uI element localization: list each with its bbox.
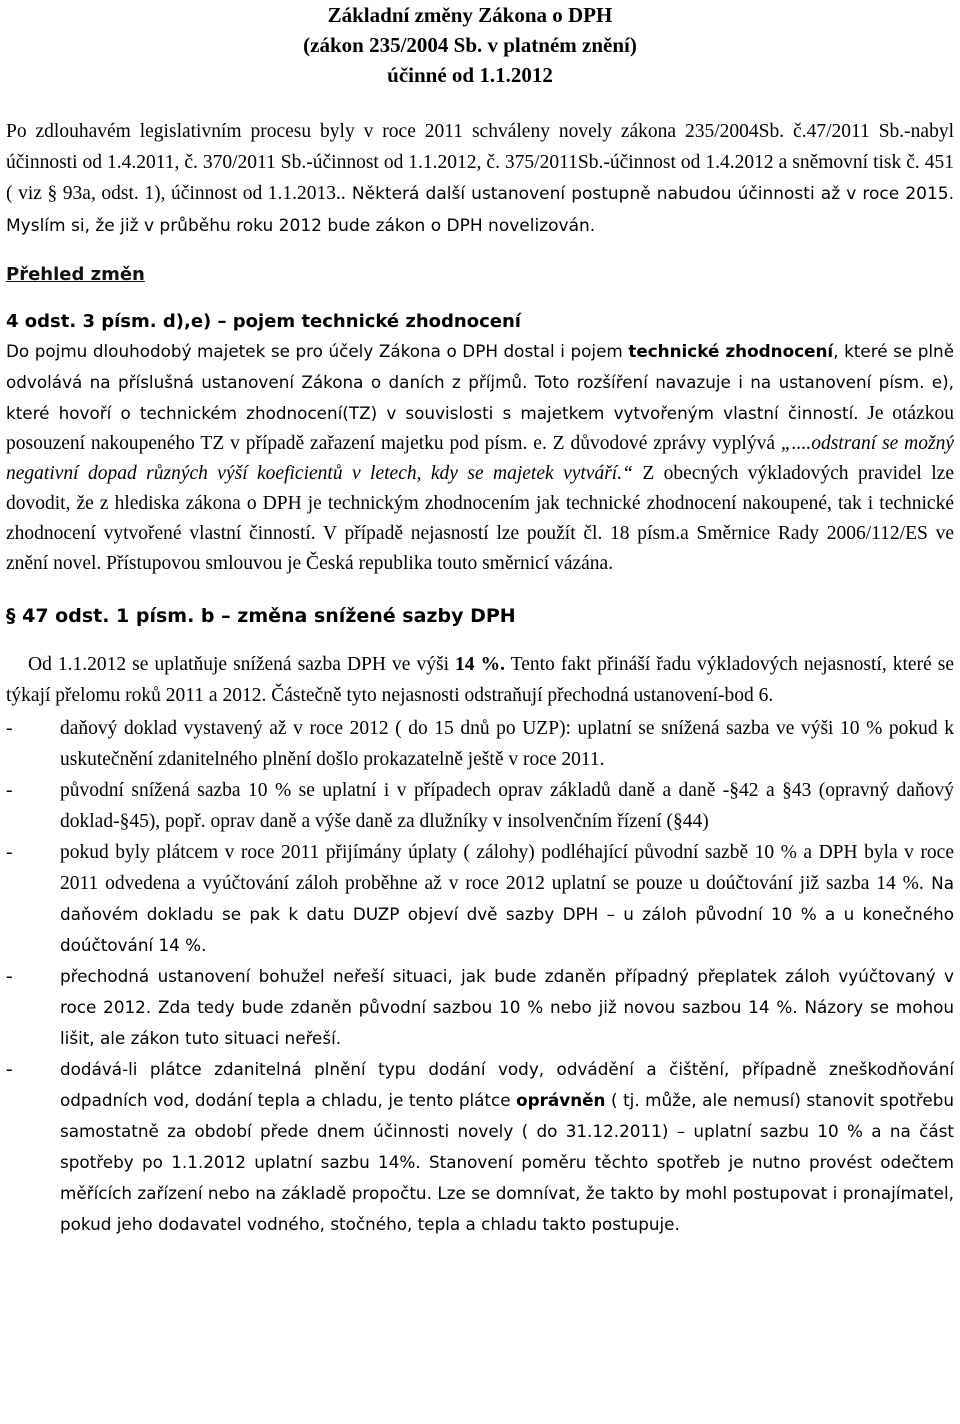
intro-paragraph xyxy=(6,116,954,242)
list-item xyxy=(6,837,954,961)
section-2-heading: § 47 odst. 1 písm. b – změna snížené sazby DPH xyxy=(6,605,516,627)
list-dash: - xyxy=(6,1059,13,1080)
title-line-3: účinné od 1.1.2012 xyxy=(387,63,553,87)
section-2-intro-a: Od 1.1.2012 se uplatňuje snížená sazba DPH ve výši xyxy=(28,654,456,675)
list-item-sans-text: Na daňovém dokladu se pak k datu DUZP objeví dvě sazby DPH – u záloh původní 10 % a u konečného doúčtování 14 %. xyxy=(60,873,955,955)
section-1-sans-a: Do pojmu dlouhodobý majetek se pro účely Zákona o DPH dostal i pojem xyxy=(6,341,629,361)
list-item-text: pokud byly plátcem v roce 2011 přijímány úplaty ( zálohy) podléhající původní sazbě 10 % a DPH byla v roce 2011 odvedena a vyúčtování záloh proběhne až v roce 2012 uplatní se pouze u doúčtování již sazba 14 %. xyxy=(60,842,954,894)
intro-sans-text: Některá další ustanovení postupně nabudou účinnosti až v roce 2015. Myslím si, že již v průběhu roku 2012 bude zákon o DPH novelizován. xyxy=(6,184,954,236)
title-line-1: Základní změny Zákona o DPH xyxy=(327,3,613,27)
list-dash: - xyxy=(6,718,13,739)
list-item-bold-text: oprávněn xyxy=(516,1090,606,1110)
section-1-serif-a: Je otázkou posouzení nakoupeného TZ v případě zařazení majetku pod písm. e. Z důvodové zprávy vyplývá xyxy=(6,403,954,454)
document-title xyxy=(6,0,954,90)
list-dash: - xyxy=(6,966,13,987)
document-page xyxy=(6,0,954,1240)
list-item-text: daňový doklad vystavený až v roce 2012 ( do 15 dnů po UZP): uplatní se snížená sazba ve výši 10 % pokud k uskutečnění zdanitelného plnění došlo prokazatelně ještě v roce 2011. xyxy=(60,718,954,770)
list-dash: - xyxy=(6,780,13,801)
section-2-intro-b: Tento fakt přináší řadu výkladových nejasností, které se týkají přelomu roků 2011 a 2012. Částečně tyto nejasnosti odstraňují přechodná ustanovení-bod 6. xyxy=(6,654,955,706)
title-line-2: (zákon 235/2004 Sb. v platném znění) xyxy=(303,33,637,57)
intro-serif-text: Po zdlouhavém legislativním procesu byly v roce 2011 schváleny novely zákona 235/2004Sb. č.47/2011 Sb.-nabyl účinnosti od 1.4.2011, č. 370/2011 Sb.-účinnost od 1.1.2012, č. 375/2011Sb.-účinnost od 1.4.2012 a sněmovní tisk č. 451 ( viz § 93a, odst. 1), účinnost od 1.1.2013.. xyxy=(6,121,954,204)
section-1-sans-bold: technické zhodnocení xyxy=(628,341,834,361)
list-item-text: původní snížená sazba 10 % se uplatní i v případech oprav základů daně a daně -§42 a §43 (opravný daňový doklad-§45), popř. oprav daně a výše daně za dlužníky v insolvenčním řízení (§44) xyxy=(60,780,954,832)
list-item xyxy=(6,961,954,1054)
overview-heading: Přehled změn xyxy=(6,264,145,285)
list-item xyxy=(6,1054,954,1240)
section-1-heading: 4 odst. 3 písm. d),e) – pojem technické zhodnocení xyxy=(6,311,521,332)
list-item-text-after: ( tj. může, ale nemusí) stanovit spotřebu samostatně za období přede dnem účinnosti novely ( do 31.12.2011) – uplatní sazbu 10 % a na část spotřeby po 1.1.2012 uplatní sazbu 14%. Stanovení poměru těchto spotřeb je nutno provést odečtem měřících zařízení nebo na základě propočtu. Lze se domnívat, že takto by mohl postupovat i pronajímatel, pokud jeho dodavatel vodného, stočného, tepla a chladu takto postupuje. xyxy=(60,1090,954,1234)
section-1-paragraph xyxy=(6,336,954,579)
list-item xyxy=(6,713,954,775)
section-2-intro xyxy=(6,649,954,711)
section-2-intro-bold: 14 %. xyxy=(455,654,505,675)
list-item-text: přechodná ustanovení bohužel neřeší situaci, jak bude zdaněn případný přeplatek záloh vyúčtovaný v roce 2012. Zda tedy bude zdaněn původní sazbou 10 % nebo již novou sazbou 14 %. Názory se mohou lišit, ale zákon tuto situaci neřeší. xyxy=(60,966,954,1048)
section-1-serif-italic: „....odstraní se možný negativní dopad různých výší koeficientů v letech, kdy se majetek vytváří.“ xyxy=(6,433,954,484)
list-item xyxy=(6,775,954,837)
list-item-text: dodává-li plátce zdanitelná plnění typu dodání vody, odvádění a čištění, případně zneškodňování odpadních vod, dodání tepla a chladu, je tento plátce xyxy=(60,1059,954,1110)
section-1-sans-b: , které se plně odvolává na příslušná ustanovení Zákona o daních z příjmů. Toto rozšíření navazuje i na ustanovení písm. e), které hovoří o technickém zhodnocení(TZ) v souvislosti s majetkem vytvořeným vlastní činností. xyxy=(6,341,955,423)
list-dash: - xyxy=(6,842,13,863)
section-1-serif-b: Z obecných výkladových pravidel lze dovodit, že z hlediska zákona o DPH je technickým zhodnocením jak technické zhodnocení nakoupené, tak i technické zhodnocení vytvořené vlastní činností. V případě nejasností lze použít čl. 18 písm.a Směrnice Rady 2006/112/ES ve znění novel. Přístupovou smlouvou je Česká republika touto směrnicí vázána. xyxy=(6,463,954,574)
transition-list xyxy=(6,713,954,1240)
